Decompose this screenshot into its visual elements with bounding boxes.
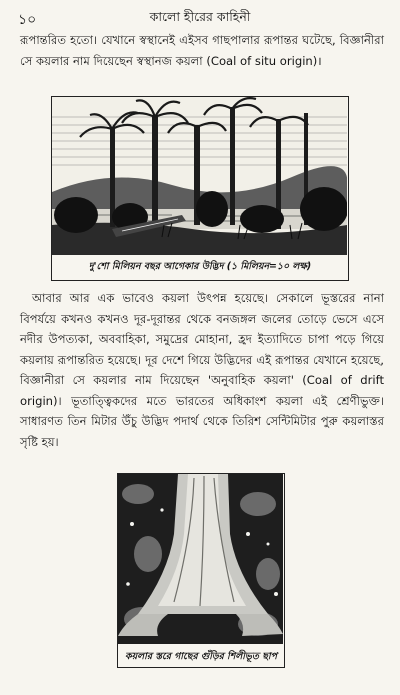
page-header: [18, 8, 382, 28]
figure-1-caption: দু'শো মিলিয়ন বছর আগেকার উদ্ভিদ (১ মিলিয়ন=১০ লক্ষ): [88, 261, 312, 272]
page-number: ১০: [18, 12, 37, 28]
paragraph-1: রূপান্তরিত হতো। যেখানে স্বস্থানেই এইসব গাছপালার রূপান্তর ঘটেছে, বিজ্ঞানীরা সে কয়লার নাম দিয়েছেন স্বস্থানজ কয়লা (Coal of situ origin)।: [20, 33, 384, 68]
figure-prehistoric-plants: [51, 96, 349, 281]
figure-2-caption: কয়লার স্তরে গাছের গুঁড়ির শিলীভূত ছাপ: [125, 651, 277, 662]
paragraph-2: আবার আর এক ভাবেও কয়লা উৎপন্ন হয়েছে। সেকালে ভূস্তরের নানা বিপর্যয়ে কখনও কখনও দূর-দূরান্তর থেকে বনজঙ্গল জলের তোড়ে ভেসে এসে নদীর উপত্যকা, অববাহিকা, সমুদ্রের মোহানা, হ্রদ ইত্যাদিতে চাপা পড়ে গিয়ে কয়লায় রূপান্তরিত হয়েছে। দূর দেশে গিয়ে উদ্ভিদের এই রূপান্তর যেখানে হয়েছে, বিজ্ঞানীরা সে কয়লার নাম দিয়েছেন 'অনুবাহিক কয়লা' (Coal of drift origin)। ভূতাত্ত্বিকদের মতে ভারতের অধিকাংশ কয়লা এই শ্রেণীভুক্ত। সাধারণত তিন মিটার উঁচু উদ্ভিদ পদার্থ থেকে তিরিশ সেন্টিমিটার পুরু কয়লাস্তর সৃষ্টি হয়।: [20, 291, 384, 449]
figure-fossil-tree-stump: [117, 473, 285, 668]
prehistoric-forest-illustration: [52, 97, 347, 255]
fossil-stump-photo: [118, 474, 283, 644]
book-title: কালো হীরের কাহিনী: [149, 9, 251, 24]
